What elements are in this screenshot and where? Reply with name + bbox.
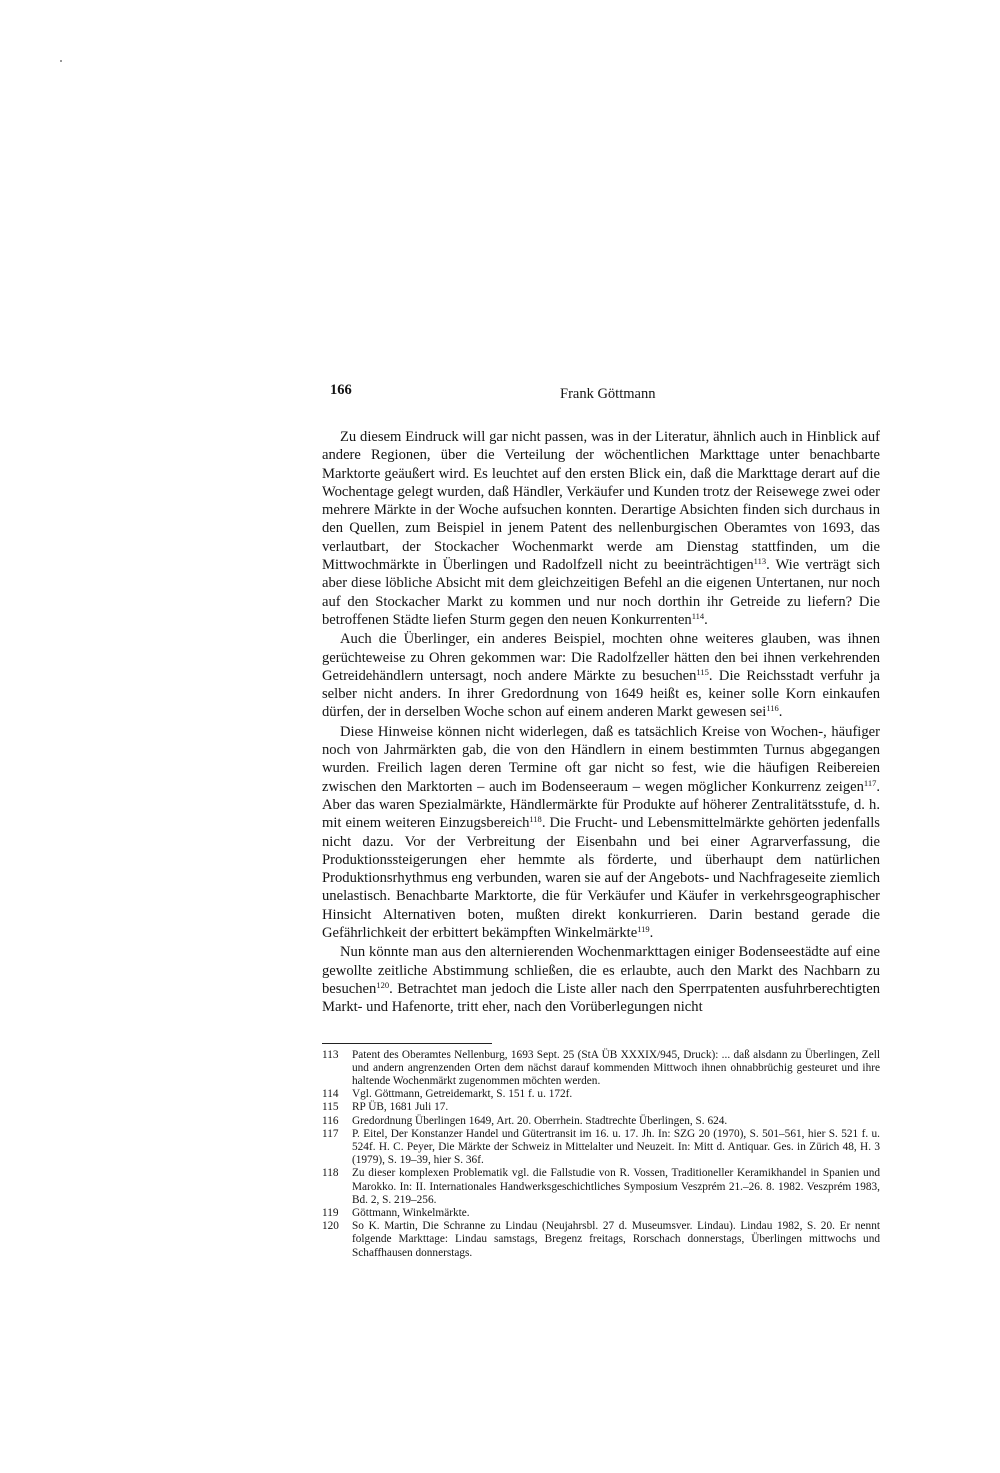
footnote-ref: 118 [529,814,542,825]
footnote-ref: 115 [696,666,709,677]
footnote-text: Zu dieser komplexen Problematik vgl. die Fallstudie von R. Vossen, Traditioneller Keramikhandel in Spanien und Marokko. In: II. Internationales Handwerksgeschichtliches Symposium Veszprém 21.–26. 8. 1982. Veszprém 1983, Bd. 2, S. 219–256. [352,1167,880,1206]
footnote-number: 117 [322,1127,339,1140]
paragraph-1 [322,428,880,629]
footnote-ref: 114 [691,610,705,621]
footnote-ref: 116 [766,703,779,714]
footnote-text: P. Eitel, Der Konstanzer Handel und Gütertransit im 16. u. 17. Jh. In: SZG 20 (1970), S. 501–561, hier S. 521 f. u. 524f. H. C. Peyer, Die Märkte der Schweiz in Mittelalter und Neuzeit. In: Mitt d. Antiquar. Ges. in Zürich 48, H. 3 (1979), S. 19–39, hier S. 36f. [352,1127,880,1167]
footnote-120 [322,1220,880,1260]
footnote-ref: 120 [376,979,390,990]
footnote-number: 113 [322,1048,339,1061]
footnote-number: 119 [322,1206,339,1219]
text-segment: . [704,611,708,628]
text-segment: . Die Reichsstadt verfuhr ja selber nicht anders. In ihrer Gredordnung von 1649 heißt es, keiner solle Korn einkaufen dürfen, der in derselben Woche schon auf einem anderen Markt gewesen sei [322,667,881,721]
footnote-text: Göttmann, Winkelmärkte. [352,1206,470,1219]
footnote-116 [322,1115,880,1128]
text-segment: . Wie verträgt sich aber diese löbliche Absicht mit dem gleichzeitigen Befehl an die eigenen Untertanen, nur noch auf den Stockacher Markt zu kommen und nur noch dorthin ihr Getreide zu liefern? Die betroffenen Städte liefen Sturm gegen den neuen Konkurrenten [322,557,881,628]
footnote-114 [322,1088,880,1101]
footnote-text: So K. Martin, Die Schranne zu Lindau (Neujahrsbl. 27 d. Museumsver. Lindau). Lindau 1982, S. 20. Er nennt folgende Markttage: Lindau samstags, Bregenz freitags, Rorschach donnerstags, Überlingen mittwochs und Schaffhausen donnerstags. [352,1220,880,1259]
paragraph-4 [322,943,880,1016]
footnote-number: 120 [322,1220,339,1233]
page-header [322,382,880,404]
footnote-number: 118 [322,1167,339,1180]
text-segment: . Betrachtet man jedoch die Liste aller nach den Sperrpatenten ausfuhrberechtigten Markt- und Hafenorte, tritt eher, nach den Vorüberlegungen nicht [322,980,880,1016]
text-segment: Auch die Überlinger, ein anderes Beispiel, mochten ohne weiteres glauben, was ihnen gerüchteweise zu Ohren gekommen war: Die Radolfzeller hätten den bei ihnen verkehrenden Getreidehändlern untersagt, noch andere Märkte zu besuchen [322,631,880,684]
text-segment: Diese Hinweise können nicht widerlegen, daß es tatsächlich Kreise von Wochen-, häufiger noch von Jahrmärkten gab, die von den Händlern in einem bestimmten Turnus abgegangen wurden. Freilich lagen deren Termine oft gar nicht so fest, wie die häufigen Reibereien zwischen den Marktorten – auch im Bodenseeraum – wegen möglicher Konkurrenz zeigen [322,723,880,795]
footnotes [322,1043,880,1260]
footnote-ref: 119 [637,924,650,935]
footnote-number: 116 [322,1114,339,1127]
footnote-117 [322,1128,880,1168]
footnote-ref: 113 [753,556,767,567]
footnote-115 [322,1101,880,1114]
footnote-118 [322,1167,880,1207]
scan-speck [60,60,62,62]
text-segment: Nun könnte man aus den alternierenden Wochenmarkttagen einiger Bodenseestädte auf eine gewollte zeitliche Abstimmung schließen, die es erlaubte, auch den Markt des Nachbarn zu besuchen [322,944,880,997]
text-segment: . [649,925,654,942]
body-text [322,428,880,1017]
paragraph-3 [322,723,880,943]
text-segment: Zu diesem Eindruck will gar nicht passen, was in der Literatur, ähnlich auch in Hinblick auf andere Regionen, über die Verteilung der wöchentlichen Markttage unter benachbarte Marktorte geäußert wird. Es leuchtet auf den ersten Blick ein, daß die Markttage derart auf die Wochentage gelegt wurden, daß Händler, Verkäufer und Kunden trotz der Reisewege zwei oder mehrere Märkte in der Woche aufsuchen konnten. Derartige Absichten finden sich durchaus in den Quellen, zum Beispiel in jenem Patent des nellenburgischen Oberamtes von 1693, das verlautbart, der Stockacher Wochenmarkt werde am Dienstag stattfinden, um die Mittwochmärkte in Überlingen und Radolfzell nicht zu beeinträchtigen [322,429,880,574]
footnote-number: 115 [322,1101,339,1114]
text-segment: . Die Frucht- und Lebensmittelmärkte gehörten jedenfalls nicht dazu. Vor der Verbreitung der Eisenbahn und bei einer Agrarverfassung, die Produktionssteigerungen eher hemmte als förderte, und überhaupt dem natürlichen Produktionsrhythmus eng verbunden, waren sie auf der Angebots- und Nachfrageseite ziemlich unelastisch. Benachbarte Marktorte, die für Verkäufer und Käufer in verkehrsgeographischer Hinsicht Alternativen boten, mußten direkt konkurrieren. Darin bestand gerade die Gefährlichkeit der erbittert bekämpften Winkelmärkte [322,815,880,942]
footnote-text: Vgl. Göttmann, Getreidemarkt, S. 151 f. u. 172f. [352,1088,573,1101]
footnote-ref: 117 [863,777,877,788]
text-segment: . Aber das waren Spezialmärkte, Händlermärkte für Produkte auf höherer Zentralitätsstufe, d. h. mit einem weiteren Einzugsbereich [322,778,880,832]
footnote-text: Patent des Oberamtes Nellenburg, 1693 Sept. 25 (StA ÜB XXXIX/945, Druck): ... daß alsdann zu Überlingen, Zell und andern angrenzenden Orten dem nächst darauf kommenden Mittwoch ihnen ohnabbrüchig gesteuret und ihre haltende Wochenmärkt zugenommen möchten werden. [352,1048,880,1087]
footnote-113 [322,1049,880,1089]
paragraph-2 [322,630,880,721]
footnote-text: RP ÜB, 1681 Juli 17. [352,1101,449,1114]
footnote-number: 114 [322,1088,339,1101]
running-head: Frank Göttmann [560,386,656,402]
footnote-119 [322,1207,880,1220]
footnote-text: Gredordnung Überlingen 1649, Art. 20. Oberrhein. Stadtrechte Überlingen, S. 624. [352,1114,728,1127]
text-segment: . [778,704,783,721]
page-number: 166 [330,382,352,398]
book-page [322,382,880,1260]
